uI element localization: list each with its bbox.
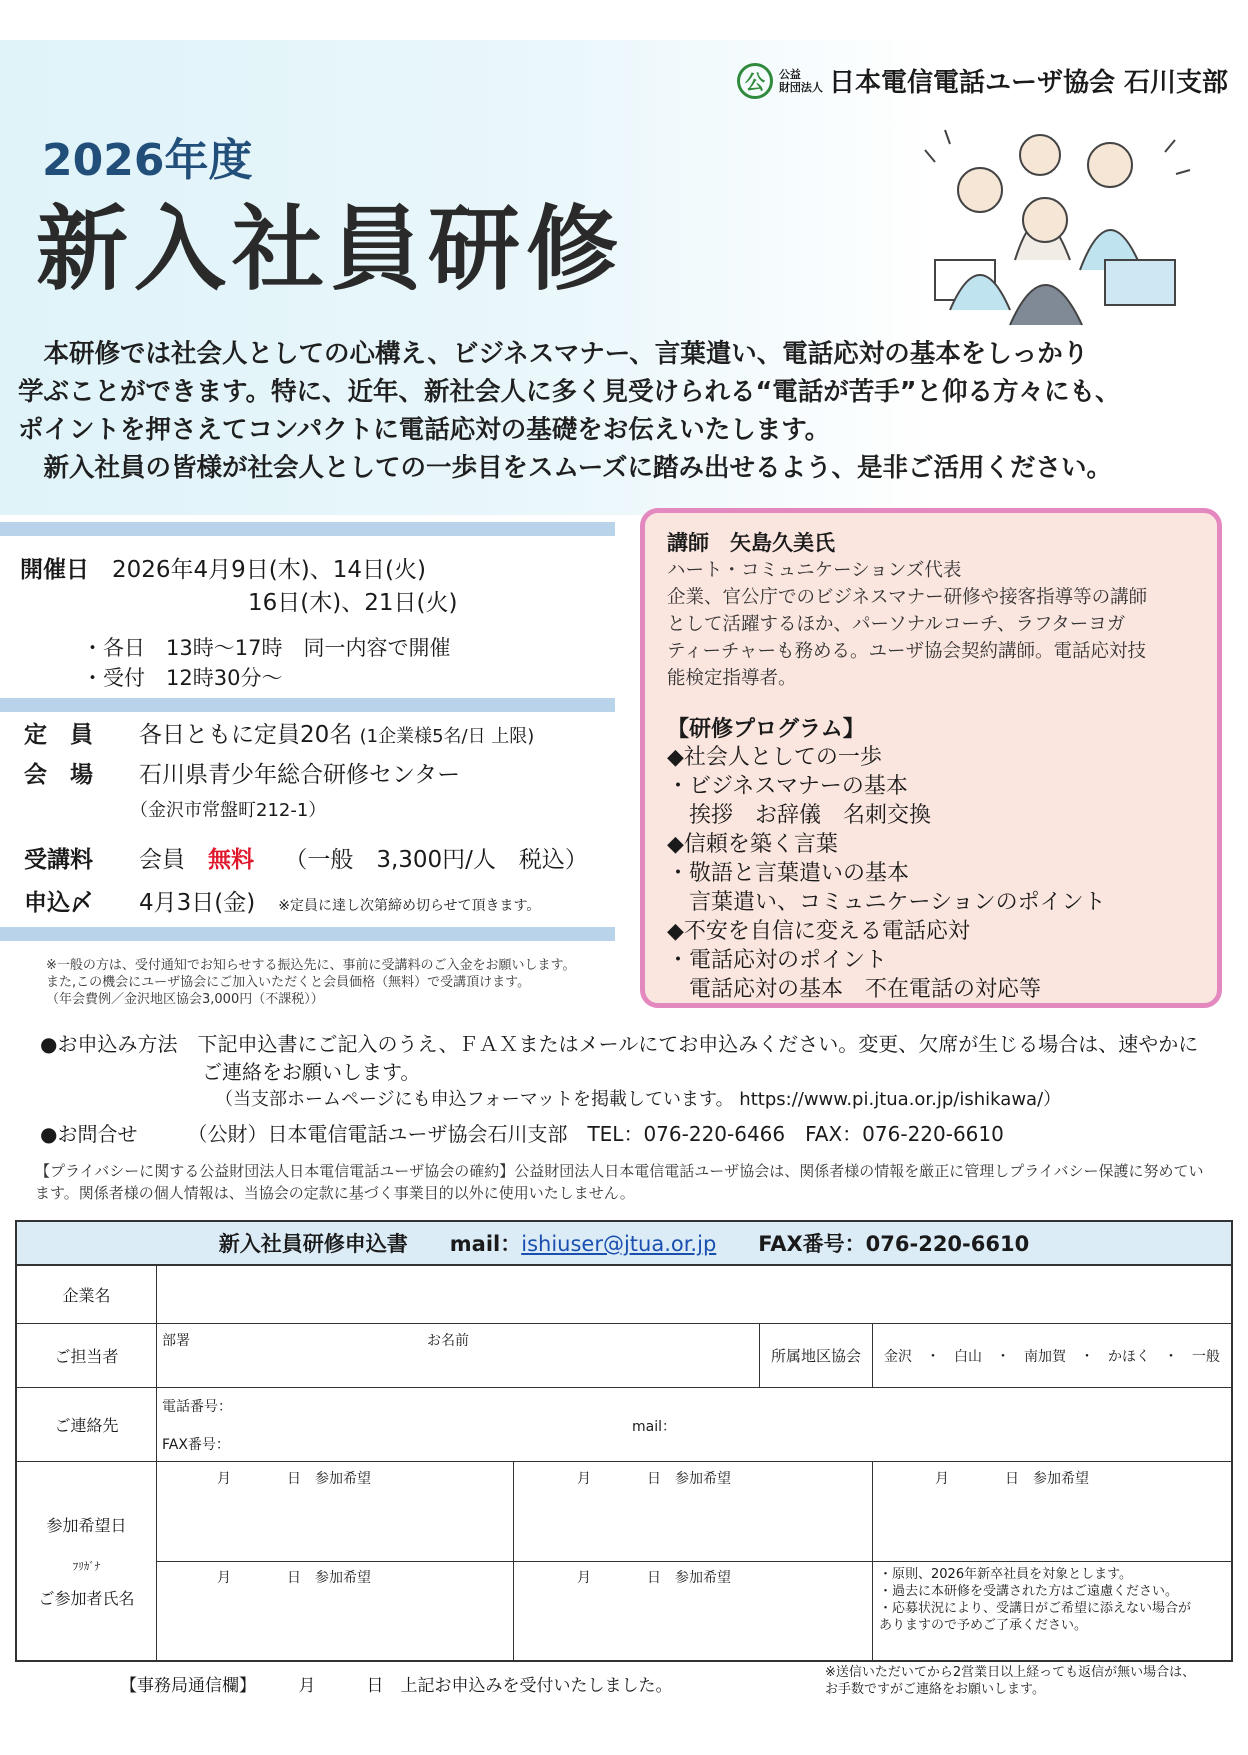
fee-notes: ※一般の方は、受付通知でお知らせする振込先に、事前に受講料のご入金をお願いします。 また,この機会にユーザ協会にご加入いただくと会員価格（無料）で受講頂けます。 （年会費例／金沢地区協会3,000円（不課税））: [46, 958, 576, 1007]
divider-band: [0, 698, 615, 712]
program-title: 【研修プログラム】: [667, 717, 865, 742]
program-list: [667, 743, 1195, 1004]
people-illustration-icon: [905, 110, 1205, 330]
date-slot-5[interactable]: 月 日 参加希望: [577, 1570, 731, 1586]
list-item: ◆社会人としての一歩: [667, 745, 882, 770]
date-slot-2[interactable]: 月 日 参加希望: [577, 1471, 731, 1487]
organization-header: [737, 62, 1228, 99]
date-slot-4[interactable]: 月 日 参加希望: [217, 1570, 371, 1586]
office-note: 【事務局通信欄】 月 日 上記お申込みを受付いたしました。: [120, 1676, 673, 1696]
lecturer-title: 講師 矢島久美氏: [667, 531, 835, 555]
page-title: 新入社員研修: [36, 196, 625, 303]
venue: 会 場 石川県青少年総合研修センター: [24, 762, 461, 788]
list-item: ・電話応対のポイント: [667, 948, 888, 973]
lecturer-profile: ハート・コミュニケーションズ代表 企業、官公庁でのビジネスマナー研修や接客指導等の講師 として活躍するほか、パーソナルコーチ、ラフターヨガ ティーチャーも務める。ユーザ協会契約講師。電話応対技 能検定指導者。: [667, 560, 1148, 689]
company-field[interactable]: [158, 1266, 1231, 1323]
schedule-dates-2: 16日(木)、21日(火): [248, 590, 458, 616]
organization-type: 公益 財団法人: [778, 67, 823, 94]
list-item: ◆不安を自信に変える電話応対: [667, 919, 970, 944]
lecturer-program-box: [640, 508, 1222, 1008]
divider-band: [0, 522, 615, 536]
divider-band: [0, 927, 615, 941]
contact-row: ご連絡先 電話番号： FAX番号： mail：: [17, 1388, 1231, 1462]
person-field[interactable]: [158, 1324, 758, 1387]
contact-info: （公財）日本電信電話ユーザ協会石川支部 TEL：076-220-6466 FAX：076-220-6610: [197, 1122, 1004, 1146]
list-item: ・ビジネスマナーの基本: [667, 774, 908, 799]
list-item: ・敬語と言葉遣いの基本: [667, 861, 910, 886]
email-link[interactable]: ishiuser@jtua.or.jp: [521, 1232, 717, 1256]
date-row: 参加希望日 ﾌﾘｶﾞﾅ ご参加者氏名 月 日 参加希望 月 日 参加希望 月 日 参加希望 月 日 参加希望 月 日 参加希望 ・原則、2026年新卒社員を対象とします。 ・過去に本研修を受講された方はご遠慮ください。 ・応募状況により、受講日がご希望に添えない場合が ありますので予めご了承ください。: [17, 1462, 1231, 1660]
fee: 受講料 会員 無料 （一般 3,300円/人 税込）: [24, 847, 588, 873]
reply-note: ※送信いただいてから2営業日以上経っても返信が無い場合は、 お手数ですがご連絡をお願いします。: [825, 1665, 1196, 1697]
form-header: 新入社員研修申込書 mail：ishiuser@jtua.or.jp FAX番号：076-220-6610: [17, 1222, 1231, 1266]
list-item: 言葉遣い、コミュニケーションのポイント: [667, 890, 1106, 915]
district-options[interactable]: 金沢 ・ 白山 ・ 南加賀 ・ かほく ・ 一般: [884, 1348, 1220, 1365]
list-item: 電話応対の基本 不在電話の対応等: [667, 977, 1042, 1002]
fiscal-year: 2026年度: [42, 135, 253, 186]
schedule-time: ・各日 13時～17時 同一内容で開催: [82, 636, 451, 660]
fee-free: 無料: [208, 847, 254, 873]
schedule-reception: ・受付 12時30分～: [82, 666, 283, 690]
venue-address: （金沢市常盤町212-1）: [130, 800, 327, 821]
privacy-notice: 【プライバシーに関する公益財団法人日本電信電話ユーザ協会の確約】公益財団法人日本電信電話ユーザ協会は、関係者様の情報を厳正に管理しプライバシー保護に努めています。関係者様の個人情報は、当協会の定款に基づく事業目的以外に使用いたしません。: [35, 1162, 1204, 1202]
capacity: 定 員 各日ともに定員20名 (1企業様5名/日 上限): [24, 722, 535, 748]
apply-instructions: ●お申込み方法 下記申込書にご記入のうえ、ＦＡＸまたはメールにてお申込みください。変更、欠席が生じる場合は、速やかに ご連絡をお願いします。 （当支部ホームページにも申込フォーマットを掲載しています。 https://www.pi.jtua.or.jp/ishikawa/） ●お問合せ （公財）日本電信電話ユーザ協会石川支部 TEL：076-220-6466 FAX：076-220-6610: [40, 1032, 1199, 1146]
intro-text: 本研修では社会人としての心構え、ビジネスマナー、言葉遣い、電話応対の基本をしっかり 学ぶことができます。特に、近年、新社会人に多く見受けられる“電話が苦手”と仰る方々にも、 ポイントを押さえてコンパクトに電話応対の基礎をお伝えいたします。 新入社員の皆様が社会人としての一歩目をスムーズに踏み出せるよう、是非ご活用ください。: [18, 339, 1121, 483]
company-row: 企業名: [17, 1266, 1231, 1324]
organization-logo-icon: 公: [737, 63, 773, 99]
date-slot-1[interactable]: 月 日 参加希望: [217, 1471, 371, 1487]
date-slot-3[interactable]: 月 日 参加希望: [935, 1471, 1089, 1487]
deadline: 申込〆 4月3日(金) ※定員に達し次第締め切らせて頂きます。: [24, 890, 541, 916]
organization-name: 日本電信電話ユーザ協会 石川支部: [828, 68, 1228, 98]
form-conditions: ・原則、2026年新卒社員を対象とします。 ・過去に本研修を受講された方はご遠慮ください。 ・応募状況により、受講日がご希望に添えない場合が ありますので予めご了承ください。: [879, 1567, 1192, 1633]
contact-field[interactable]: [158, 1388, 1231, 1461]
list-item: ◆信頼を築く言葉: [667, 832, 838, 857]
person-row: ご担当者 部署 お名前 所属地区協会 金沢 ・ 白山 ・ 南加賀 ・ かほく ・ 一般: [17, 1324, 1231, 1388]
schedule-dates: 開催日 2026年4月9日(木)、14日(火): [20, 557, 426, 583]
application-form: [15, 1220, 1233, 1662]
list-item: 挨拶 お辞儀 名刺交換: [667, 803, 932, 828]
